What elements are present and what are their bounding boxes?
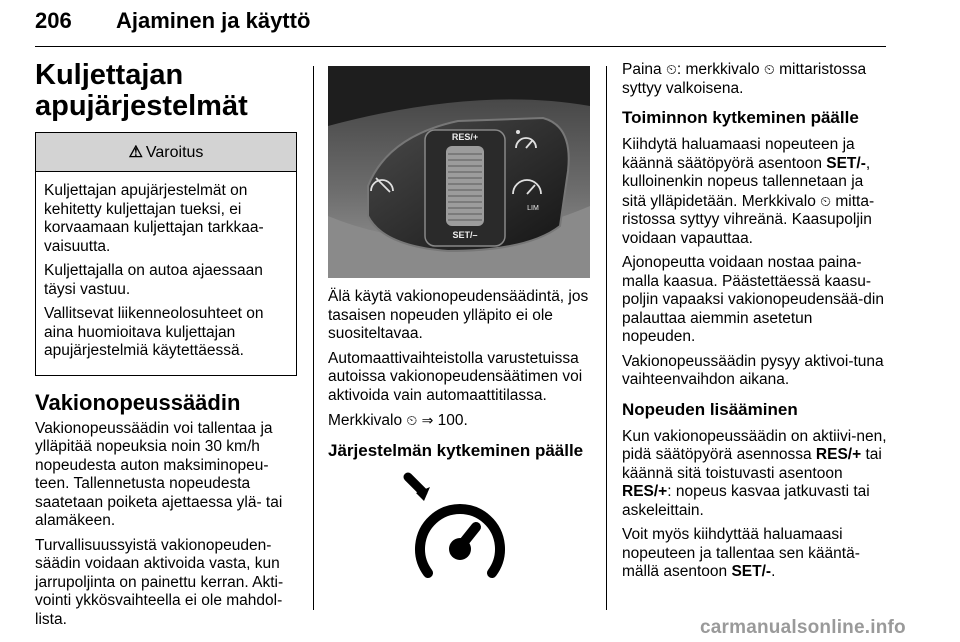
page-number: 206 [35,8,72,33]
column-divider [313,66,314,610]
paragraph: Älä käytä vakionopeudensäädintä, jos tasaisen nopeuden ylläpito ei ole suositeltavaa. [328,288,589,342]
column-1 [35,60,297,635]
paragraph: Vakionopeussäädin pysyy aktivoi-tuna vaihteenvaihdon aikana. [622,352,884,388]
cruise-indicator-icon: ⏲ [406,412,418,428]
header-rule [35,46,886,47]
column-2 [328,66,590,597]
warning-text-3: Vallitsevat liikenneolosuhteet on aina huomioitava kuljettajan apujärjestelmiä käytettäessä. [44,305,264,359]
page-reference-icon: ⇒ [421,412,434,428]
cruise-button-icon: ⏲ [665,61,677,77]
res-label: RES/+ [451,132,479,142]
subsection-heading: Toiminnon kytkeminen päälle [622,108,859,127]
subsection-heading: Järjestelmän kytkeminen päälle [328,440,584,460]
warning-heading: Varoitus [145,144,204,161]
subsection-heading: Nopeuden lisääminen [622,399,798,419]
column-3 [622,60,887,588]
paragraph: Paina ⏲: merkkivalo ⏲ mittaristossa syttyy valkoisena. [622,61,867,97]
paragraph: Ajonopeutta voidaan nostaa paina-malla kaasua. Päästettäessä kaasu-poljin vapaaksi vakionopeudensää-din palauttaa aiemmin asetetun nopeuden. [622,254,884,345]
warning-triangle-icon: ⚠ [128,144,143,161]
paragraph: Automaattivaihteistolla varustetuissa autoissa vakionopeudensäätimen voi aktivoida vain automaattitilassa. [328,349,583,404]
warning-body [36,172,296,375]
paragraph: Turvallisuussyistä vakionopeuden-säädin voidaan aktivoida vasta, kun jarrupoljinta on painettu kerran. Akti-vointi ykkösvaihteella ei ole mahdol-lista. [35,536,284,628]
paragraph: Kiihdytä haluamaasi nopeuteen ja käännä säätöpyörä asentoon SET/-, kulloinenkin nopeus tallennetaan ja sitä ylläpidetään. Merkkivalo ⏲ mitta-ristossa syttyy vihreänä. Kaasupoljin voidaan vapauttaa. [622,136,875,247]
indicator-reference: Merkkivalo ⏲ ⇒ 100. [328,412,468,429]
warning-text-2: Kuljettajalla on autoa ajaessaan täysi vastuu. [44,262,263,298]
watermark: carmanualsonline.info [700,617,906,638]
warning-header [36,133,296,172]
set-label: SET/– [452,230,478,240]
paragraph: Vakionopeussäädin voi tallentaa ja ylläpitää nopeuksia noin 30 km/h nopeudesta auton maksiminopeu-teen. Tallennetusta nopeudesta saatetaan poiketa ajettaessa ylä- tai alamäkeen. [35,419,283,529]
warning-box [35,132,297,376]
paragraph: Voit myös kiihdyttää haluamaasi nopeuteen ja tallentaa sen kääntä-mällä asentoon SET/-. [622,526,860,580]
paragraph: Kun vakionopeussäädin on aktiivi-nen, pidä säätöpyörä asennossa RES/+ tai käännä sitä toistuvasti asentoon RES/+: nopeus kasvaa jatkuvasti tai askeleittain. [622,427,887,519]
cruise-control-icon [328,469,590,597]
chapter-title: Ajaminen ja käyttö [116,8,311,33]
lim-label: LIM [527,205,539,212]
section-title: Vakionopeussäädin [35,389,241,415]
cruise-indicator-icon: ⏲ [820,192,832,209]
column-divider [606,66,607,610]
cruise-indicator-icon: ⏲ [763,61,775,77]
warning-text-1: Kuljettajan apujärjestelmät on kehitetty kuljettajan tueksi, ei korvaamaan kuljettajan tarkkaa-vaisuutta. [44,182,264,255]
steering-wheel-controls-photo [328,66,590,278]
page-title: Kuljettajan apujärjestelmät [35,59,248,122]
page-header [35,8,886,44]
